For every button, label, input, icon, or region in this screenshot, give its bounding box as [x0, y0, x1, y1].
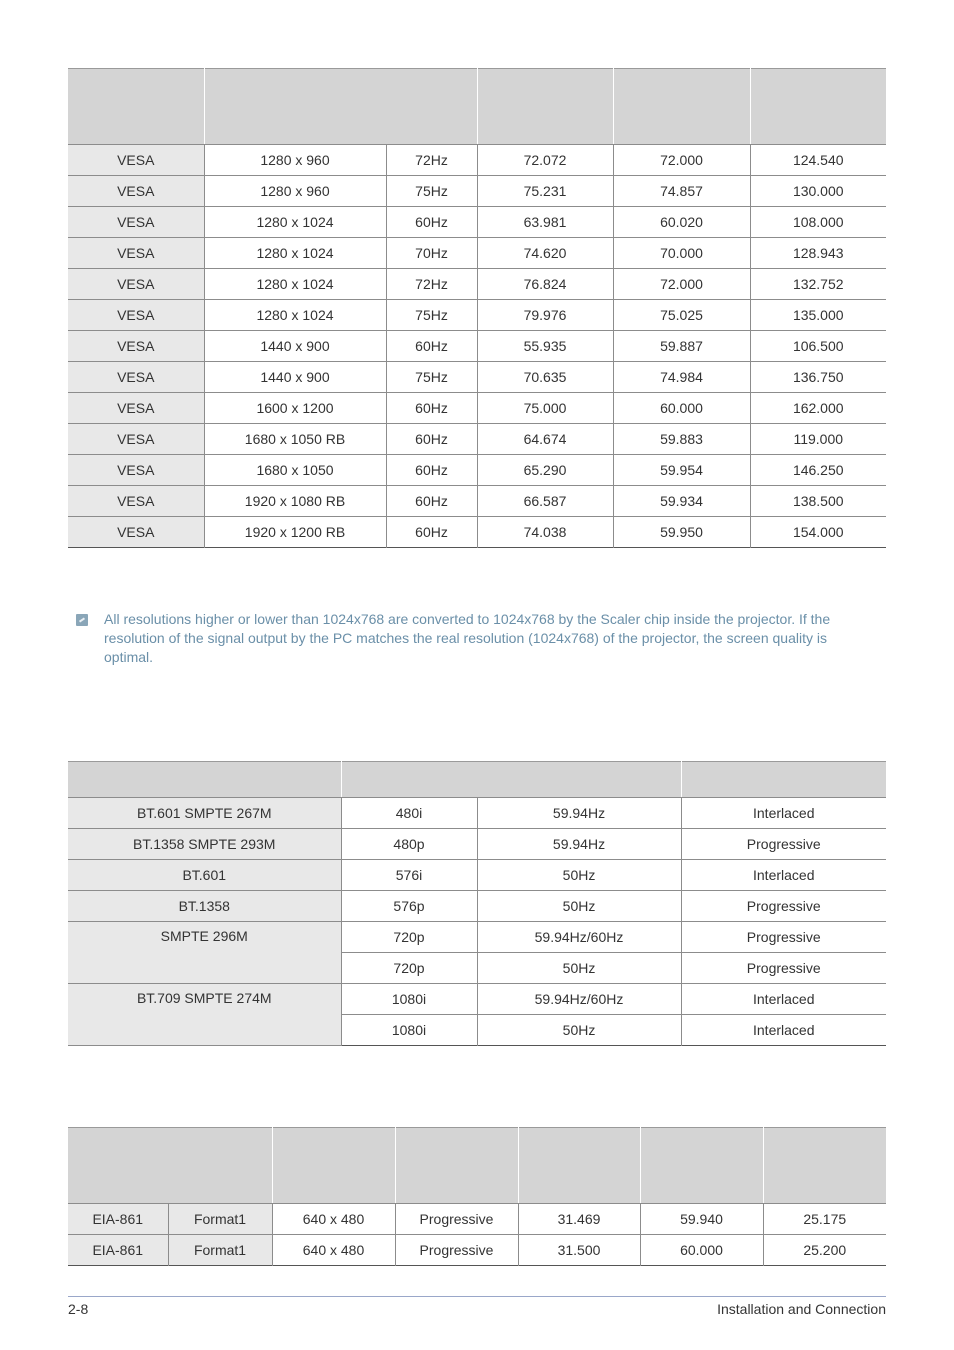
frequency-cell: 50Hz	[477, 1015, 681, 1046]
standard-cell: BT.709 SMPTE 274M	[68, 984, 341, 1046]
standard-cell: BT.1358 SMPTE 293M	[68, 829, 341, 860]
v-freq-cell: 59.940	[640, 1204, 763, 1235]
format-cell: 480i	[341, 798, 477, 829]
table-row	[68, 238, 886, 269]
pixel-clock-cell: 154.000	[792, 524, 844, 540]
format-cell: 576p	[341, 891, 477, 922]
standard-cell: EIA-861	[68, 1204, 168, 1235]
table-row	[68, 269, 886, 300]
header-cell	[681, 762, 886, 798]
h-freq-cell: 64.674	[477, 424, 613, 455]
header-cell	[68, 1128, 272, 1204]
standard-cell: SMPTE 296M	[68, 922, 341, 984]
resolution-cell: 1680 x 1050 RB	[204, 424, 386, 455]
v-freq-cell: 59.934	[613, 486, 750, 517]
footer-divider	[68, 1296, 886, 1297]
frequency-cell: 50Hz	[477, 860, 681, 891]
scan-cell: Progressive	[681, 891, 886, 922]
pixel-clock-cell: 108.000	[750, 207, 886, 238]
table-row	[68, 798, 886, 829]
refresh-cell: 60Hz	[386, 424, 477, 455]
refresh-cell: 70Hz	[386, 238, 477, 269]
format-cell: 1080i	[341, 984, 477, 1015]
h-freq-cell: 75.231	[477, 176, 613, 207]
standard-cell: VESA	[68, 269, 204, 300]
v-freq-cell: 59.883	[613, 424, 750, 455]
v-freq-cell: 72.000	[613, 145, 750, 176]
frequency-cell: 50Hz	[477, 953, 681, 984]
table-row	[68, 486, 886, 517]
standard-cell: VESA	[68, 145, 204, 176]
refresh-cell: 72Hz	[386, 145, 477, 176]
header-cell	[68, 69, 204, 145]
page-number: 2-8	[68, 1301, 89, 1317]
video-mode-table	[68, 761, 886, 1046]
footer-section-title: Installation and Connection	[717, 1301, 886, 1317]
scan-cell: Progressive	[395, 1235, 518, 1266]
header-cell	[68, 762, 341, 798]
format-cell: 720p	[341, 953, 477, 984]
table-row	[68, 176, 886, 207]
resolution-cell: 1280 x 960	[204, 176, 386, 207]
scan-cell: Interlaced	[753, 1022, 815, 1038]
table-row	[68, 300, 886, 331]
table-row	[68, 362, 886, 393]
standard-cell: BT.1358	[68, 891, 341, 922]
standard-cell: BT.601 SMPTE 267M	[68, 798, 341, 829]
frequency-cell: 59.94Hz/60Hz	[477, 984, 681, 1015]
table-row	[68, 207, 886, 238]
format-cell: 576i	[341, 860, 477, 891]
h-freq-cell: 65.290	[477, 455, 613, 486]
table-row	[68, 891, 886, 922]
frequency-cell: 50Hz	[477, 891, 681, 922]
table-row	[68, 1235, 886, 1266]
pixel-clock-cell: 124.540	[750, 145, 886, 176]
header-cell	[518, 1128, 640, 1204]
header-cell	[613, 69, 750, 145]
resolution-cell: 1440 x 900	[204, 331, 386, 362]
refresh-cell: 60Hz	[386, 207, 477, 238]
h-freq-cell: 31.500	[518, 1235, 640, 1266]
standard-cell: VESA	[68, 362, 204, 393]
scan-cell: Progressive	[395, 1204, 518, 1235]
vesa-mode-table	[68, 68, 886, 548]
scan-cell: Progressive	[681, 953, 886, 984]
header-cell	[272, 1128, 395, 1204]
v-freq-cell: 59.954	[613, 455, 750, 486]
h-freq-cell: 79.976	[477, 300, 613, 331]
standard-cell: VESA	[68, 238, 204, 269]
header-cell	[341, 762, 681, 798]
resolution-cell: 640 x 480	[272, 1235, 395, 1266]
resolution-cell: 1920 x 1080 RB	[204, 486, 386, 517]
frequency-cell: 59.94Hz/60Hz	[477, 922, 681, 953]
table-row	[68, 984, 886, 1015]
header-cell	[640, 1128, 763, 1204]
frequency-cell: 59.94Hz	[477, 798, 681, 829]
resolution-cell: 1280 x 960	[204, 145, 386, 176]
h-freq-cell: 70.635	[477, 362, 613, 393]
scan-cell: Interlaced	[681, 860, 886, 891]
h-freq-cell: 74.038	[477, 517, 613, 548]
pixel-clock-cell: 25.175	[763, 1204, 886, 1235]
table-row	[68, 829, 886, 860]
format-cell: Format1	[168, 1204, 272, 1235]
standard-cell: VESA	[68, 393, 204, 424]
resolution-cell: 1600 x 1200	[204, 393, 386, 424]
h-freq-cell: 31.469	[518, 1204, 640, 1235]
standard-cell: VESA	[68, 517, 204, 548]
scan-cell: Interlaced	[681, 984, 886, 1015]
v-freq-cell: 60.000	[613, 393, 750, 424]
scan-cell: Interlaced	[681, 798, 886, 829]
refresh-cell: 75Hz	[386, 300, 477, 331]
resolution-cell: 1440 x 900	[204, 362, 386, 393]
v-freq-cell: 60.020	[613, 207, 750, 238]
v-freq-cell: 74.984	[613, 362, 750, 393]
refresh-cell: 60Hz	[386, 455, 477, 486]
standard-cell: VESA	[68, 486, 204, 517]
resolution-cell: 1920 x 1200 RB	[204, 517, 386, 548]
v-freq-cell: 59.887	[613, 331, 750, 362]
standard-cell: VESA	[68, 207, 204, 238]
v-freq-cell: 74.857	[613, 176, 750, 207]
resolution-cell: 1280 x 1024	[204, 207, 386, 238]
h-freq-cell: 75.000	[477, 393, 613, 424]
refresh-cell: 60Hz	[386, 517, 477, 548]
table-row	[68, 331, 886, 362]
resolution-cell: 1280 x 1024	[204, 300, 386, 331]
header-cell	[395, 1128, 518, 1204]
resolution-cell: 1280 x 1024	[204, 238, 386, 269]
v-freq-cell: 72.000	[613, 269, 750, 300]
standard-cell: VESA	[68, 300, 204, 331]
pixel-clock-cell: 135.000	[750, 300, 886, 331]
v-freq-cell: 70.000	[613, 238, 750, 269]
h-freq-cell: 55.935	[477, 331, 613, 362]
table-row	[68, 424, 886, 455]
pixel-clock-cell: 106.500	[750, 331, 886, 362]
standard-cell: VESA	[68, 176, 204, 207]
v-freq-cell: 60.000	[640, 1235, 763, 1266]
table-row	[68, 393, 886, 424]
scan-cell: Progressive	[681, 922, 886, 953]
h-freq-cell: 76.824	[477, 269, 613, 300]
note-icon	[76, 614, 88, 626]
format-cell: 1080i	[341, 1015, 477, 1046]
refresh-cell: 60Hz	[386, 393, 477, 424]
scan-cell: Progressive	[681, 829, 886, 860]
pixel-clock-cell: 162.000	[750, 393, 886, 424]
table-row	[68, 145, 886, 176]
pixel-clock-cell: 136.750	[750, 362, 886, 393]
standard-cell: EIA-861	[68, 1235, 168, 1266]
standard-cell: BT.601	[68, 860, 341, 891]
frequency-cell: 59.94Hz	[477, 829, 681, 860]
table-header-row	[68, 762, 886, 798]
refresh-cell: 60Hz	[386, 486, 477, 517]
refresh-cell: 60Hz	[386, 331, 477, 362]
h-freq-cell: 63.981	[477, 207, 613, 238]
table-header-row	[68, 1128, 886, 1204]
pixel-clock-cell: 130.000	[750, 176, 886, 207]
eia-mode-table	[68, 1127, 886, 1266]
pixel-clock-cell: 128.943	[750, 238, 886, 269]
header-cell	[750, 69, 886, 145]
table-row	[68, 455, 886, 486]
header-cell	[763, 1128, 886, 1204]
refresh-cell: 75Hz	[386, 176, 477, 207]
v-freq-cell: 59.950	[613, 517, 750, 548]
h-freq-cell: 72.072	[477, 145, 613, 176]
table-row	[68, 1204, 886, 1235]
standard-cell: VESA	[68, 331, 204, 362]
refresh-cell: 75Hz	[386, 362, 477, 393]
table-header-row	[68, 69, 886, 145]
refresh-cell: 72Hz	[386, 269, 477, 300]
note-box	[76, 610, 866, 667]
table-row	[68, 922, 886, 953]
pixel-clock-cell: 119.000	[750, 424, 886, 455]
format-cell: 720p	[341, 922, 477, 953]
pixel-clock-cell: 132.752	[750, 269, 886, 300]
header-cell	[204, 69, 477, 145]
h-freq-cell: 66.587	[477, 486, 613, 517]
table-row	[68, 517, 886, 548]
resolution-cell: 640 x 480	[272, 1204, 395, 1235]
header-cell	[477, 69, 613, 145]
standard-cell: VESA	[68, 424, 204, 455]
table-row	[68, 860, 886, 891]
h-freq-cell: 74.620	[477, 238, 613, 269]
v-freq-cell: 75.025	[613, 300, 750, 331]
note-text: All resolutions higher or lower than 1024x768 are converted to 1024x768 by the Scaler chip inside the projector. If the resolution of the signal output by the PC matches the real resolution (1024x768) of the projector, the screen quality is optimal.	[104, 611, 831, 665]
format-cell: 480p	[341, 829, 477, 860]
format-cell: Format1	[168, 1235, 272, 1266]
standard-cell: VESA	[68, 455, 204, 486]
pixel-clock-cell: 138.500	[750, 486, 886, 517]
pixel-clock-cell: 25.200	[803, 1242, 847, 1258]
resolution-cell: 1680 x 1050	[204, 455, 386, 486]
pixel-clock-cell: 146.250	[750, 455, 886, 486]
resolution-cell: 1280 x 1024	[204, 269, 386, 300]
